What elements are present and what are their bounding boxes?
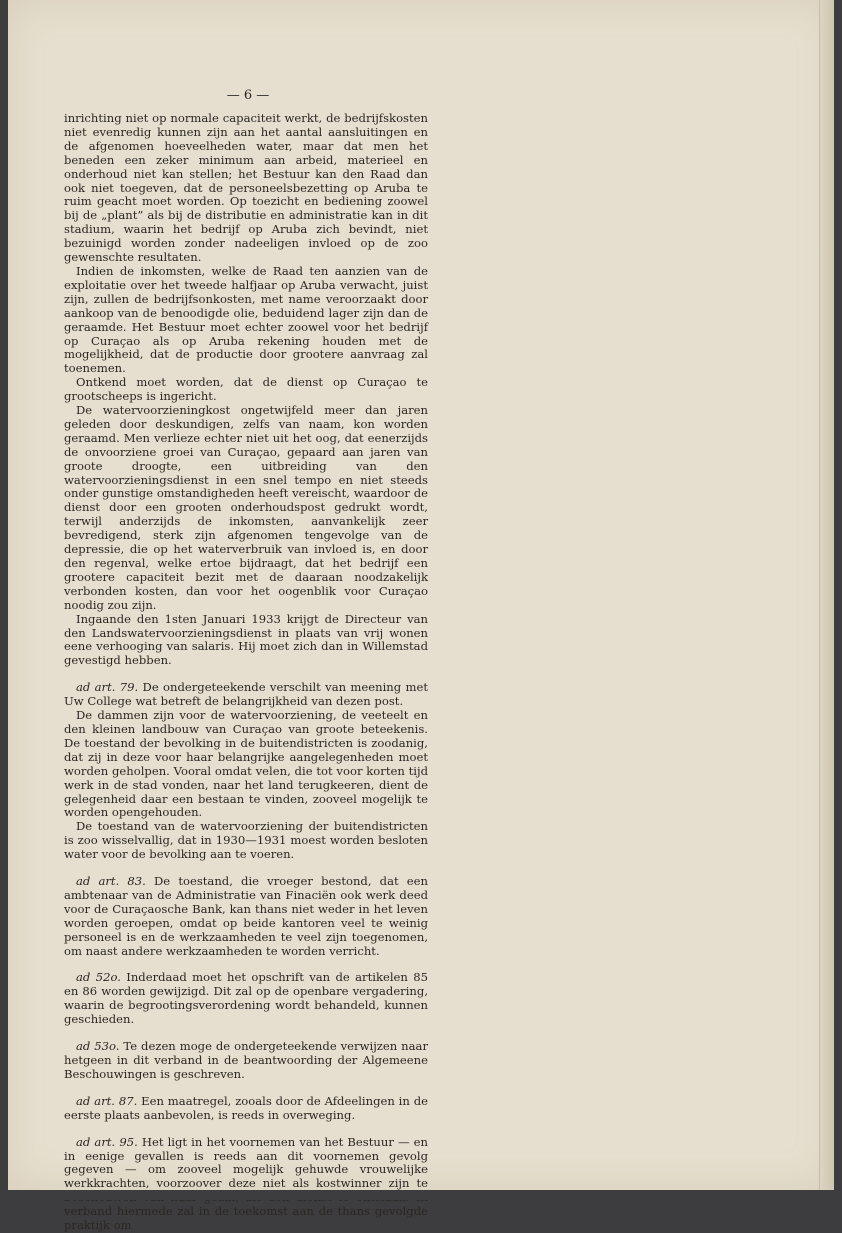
paragraph-text: Inderdaad moet het opschrift van de artikelen 85 en 86 worden gewijzigd. Dit zal op de openbare vergadering, waarin de begrootingsverordening wordt behandeld, kunnen geschieden. [64,970,428,1027]
body-text [64,112,428,1233]
article-label: ad art. 83. [76,874,146,889]
paragraph: Indien de inkomsten, welke de Raad ten aanzien van de exploitatie over het tweede halfjaar op Aruba verwacht, juist zijn, zullen de bedrijfsonkosten, met name veroorzaakt door aankoop van de benoodigde olie, beduidend lager zijn dan de geraamde. Het Bestuur moet echter zoowel voor het bedrijf op Curaçao als op Aruba rekening houden met de mogelijkheid, dat de productie door grootere aanvraag zal toenemen. [64,263,428,376]
scan-border [0,1190,842,1200]
paragraph-ad-art-87 [64,1095,428,1123]
article-label: ad art. 87. [76,1093,138,1108]
paragraph: Ingaande den 1sten Januari 1933 krijgt de Directeur van den Landswatervoorzieningsdienst in plaats van vrij wonen eene verhooging van salaris. Hij moet zich dan in Willemstad gevestigd hebben. [64,611,428,668]
paragraph: inrichting niet op normale capaciteit werkt, de bedrijfskosten niet evenredig kunnen zijn aan het aantal aansluitingen en de afgenomen hoeveelheden water, maar dat men het beneden een zeker minimum aan arbeid, materieel en onderhoud niet kan stellen; het Bestuur kan den Raad dan ook niet toegeven, dat de personeelsbezetting op Aruba te ruim geacht moet worden. Op toezicht en bediening zoowel bij de „plant” als bij de distributie en administratie kan in dit stadium, waarin het bedrijf op Aruba zich bevindt, niet bezuinigd worden zonder nadeeligen invloed op de zoo gewenschte resultaten. [64,111,428,265]
paragraph: De dammen zijn voor de watervoorziening, de veeteelt en den kleinen landbouw van Curaçao van groote beteekenis. De toestand der bevolking in de buitendistricten is zoodanig, dat zij in deze voor haar belangrijke aangelegenheden moet worden geholpen. Vooral omdat velen, die tot voor korten tijd werk in de stad vonden, naar het land terugkeeren, dient de gelegenheid daar een bestaan te vinden, zooveel mogelijk te worden opengehouden. [64,708,428,820]
paragraph-text: Te dezen moge de ondergeteekende verwijzen naar hetgeen in dit verband in de beantwoording der Algemeene Beschouwingen is geschreven. [64,1039,428,1081]
article-label: ad 52o. [76,970,121,985]
paragraph-text: Een maatregel, zooals door de Afdeelingen in de eerste plaats aanbevolen, is reeds in overweging. [64,1093,428,1122]
paragraph-text: De toestand, die vroeger bestond, dat een ambtenaar van de Administratie van Finaciën ook werk deed voor de Curaçaosche Bank, kan thans niet weder in het leven worden geroepen, omdat op beide kantoren veel te weinig personeel is en de werkzaamheden te veel zijn toegenomen, om naast andere werkzaamheden te worden verricht. [64,874,428,958]
article-label: ad 53o. [76,1039,120,1054]
paragraph-ad-52o [64,971,428,1027]
paragraph: Ontkend moet worden, dat de dienst op Curaçao te grootscheeps is ingericht. [64,375,428,404]
article-label: ad art. 95. [76,1134,138,1149]
article-label: ad art. 79. [76,680,139,695]
page-edge [819,0,834,1190]
paragraph: De watervoorzieningkost ongetwijfeld meer dan jaren geleden door deskundigen, zelfs van naam, kon worden geraamd. Men verlieze echter niet uit het oog, dat eenerzijds de onvoorziene groei van Curaçao, gepaard aan jaren van groote droogte, een uitbreiding van den watervoorzieningsdienst in een snel tempo en niet steeds onder gunstige omstandigheden heeft vereischt, waardoor de dienst door een grooten onderhoudspost gedrukt wordt, terwijl anderzijds de inkomsten, aanvankelijk zeer bevredigend, sterk zijn afgenomen tengevolge van de depressie, die op het waterverbruik van invloed is, en door den regenval, welke ertoe bijdraagt, dat het bedrijf een grootere capaciteit bezit met de daaraan noodzakelijk verbonden kosten, dan voor het oogenblik voor Curaçao noodig zou zijn. [64,403,428,612]
page-number: — 6 — [226,88,270,103]
paragraph-ad-art-83 [64,875,428,958]
paragraph-ad-art-95 [64,1136,428,1233]
paragraph-text: Het ligt in het voornemen van het Bestuur — en in eenige gevallen is reeds aan dit voornemen gevolg gegeven — om zooveel mogelijk gehuwde vrouwelijke werkkrachten, voorzoover deze niet als kostwinner zijn te verband hiermede zal in de toekomst aan de thans gevolgde praktijk om [64,1134,428,1233]
paragraph-ad-53o [64,1040,428,1082]
paragraph-ad-art-79 [64,681,428,709]
document-page [8,0,834,1233]
paragraph-text: De ondergeteekende verschilt van meening met Uw College wat betreft de belangrijkheid van dezen post. [64,680,428,709]
paragraph: De toestand van de watervoorziening der buitendistricten is zoo wisselvallig, dat in 1930—1931 moest worden besloten water voor de bevolking aan te voeren. [64,819,428,862]
